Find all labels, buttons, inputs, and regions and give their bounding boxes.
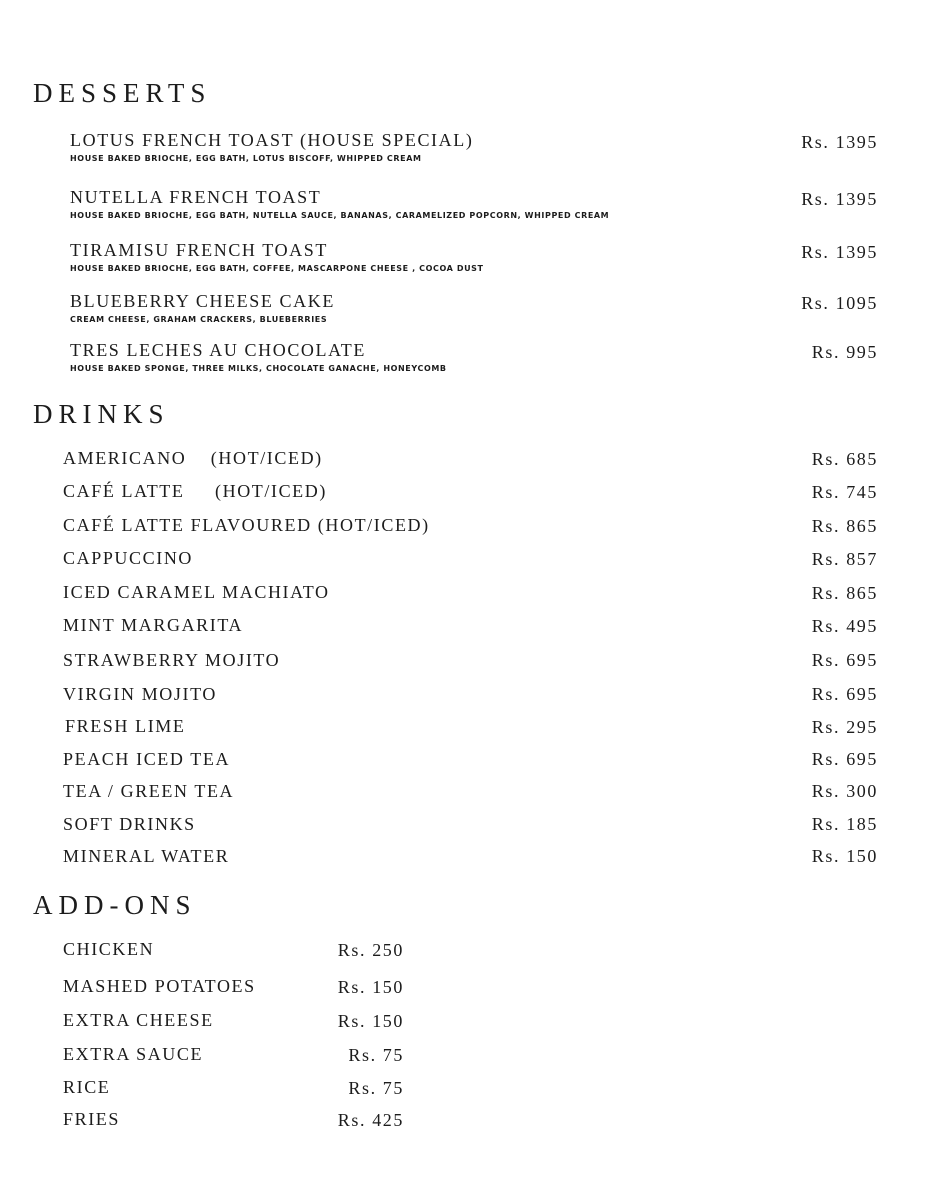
dessert-price: Rs. 1395 xyxy=(801,242,878,262)
drink-name: MINERAL WATER xyxy=(63,846,230,866)
addon-price: Rs. 75 xyxy=(348,1078,404,1098)
drink-price: Rs. 185 xyxy=(811,814,878,834)
dessert-description: HOUSE BAKED BRIOCHE, EGG BATH, LOTUS BISCOFF, WHIPPED CREAM xyxy=(70,154,422,163)
drink-price: Rs. 745 xyxy=(811,482,878,502)
dessert-description: HOUSE BAKED SPONGE, THREE MILKS, CHOCOLATE GANACHE, HONEYCOMB xyxy=(70,364,447,373)
drink-price: Rs. 695 xyxy=(811,749,878,769)
drink-price: Rs. 695 xyxy=(811,684,878,704)
dessert-description: CREAM CHEESE, GRAHAM CRACKERS, BLUEBERRIES xyxy=(70,315,328,324)
addon-name: MASHED POTATOES xyxy=(63,976,256,996)
addon-name: EXTRA SAUCE xyxy=(63,1044,204,1064)
drink-name: PEACH ICED TEA xyxy=(63,749,231,769)
addon-name: FRIES xyxy=(63,1109,121,1129)
drink-name: ICED CARAMEL MACHIATO xyxy=(63,582,330,602)
drink-price: Rs. 150 xyxy=(811,846,878,866)
desserts-heading: DESSERTS xyxy=(33,78,212,108)
drink-name: CAFÉ LATTE FLAVOURED (HOT/ICED) xyxy=(63,515,430,535)
addons-heading: ADD-ONS xyxy=(33,890,197,920)
dessert-name: BLUEBERRY CHEESE CAKE xyxy=(70,291,335,311)
dessert-price: Rs. 1095 xyxy=(801,293,878,313)
drink-price: Rs. 300 xyxy=(811,781,878,801)
drink-price: Rs. 295 xyxy=(811,717,878,737)
addon-name: CHICKEN xyxy=(63,939,155,959)
dessert-price: Rs. 1395 xyxy=(801,132,878,152)
addon-name: EXTRA CHEESE xyxy=(63,1010,214,1030)
drink-name: CAPPUCCINO xyxy=(63,548,194,568)
dessert-name: LOTUS FRENCH TOAST (HOUSE SPECIAL) xyxy=(70,130,474,150)
addon-price: Rs. 150 xyxy=(337,1011,404,1031)
dessert-name: TIRAMISU FRENCH TOAST xyxy=(70,240,328,260)
dessert-name: NUTELLA FRENCH TOAST xyxy=(70,187,322,207)
drink-name: STRAWBERRY MOJITO xyxy=(63,650,281,670)
drink-price: Rs. 857 xyxy=(811,549,878,569)
drinks-heading: DRINKS xyxy=(33,399,170,429)
dessert-price: Rs. 1395 xyxy=(801,189,878,209)
addon-name: RICE xyxy=(63,1077,111,1097)
drink-price: Rs. 695 xyxy=(811,650,878,670)
drink-name: CAFÉ LATTE (HOT/ICED) xyxy=(63,481,327,501)
drink-name: MINT MARGARITA xyxy=(63,615,244,635)
addon-price: Rs. 250 xyxy=(337,940,404,960)
dessert-description: HOUSE BAKED BRIOCHE, EGG BATH, COFFEE, MASCARPONE CHEESE , COCOA DUST xyxy=(70,264,484,273)
drink-name: FRESH LIME xyxy=(65,716,186,736)
drink-name: TEA / GREEN TEA xyxy=(63,781,235,801)
drink-name: SOFT DRINKS xyxy=(63,814,196,834)
drink-price: Rs. 865 xyxy=(811,583,878,603)
drink-price: Rs. 685 xyxy=(811,449,878,469)
dessert-name: TRES LECHES AU CHOCOLATE xyxy=(70,340,366,360)
addon-price: Rs. 75 xyxy=(348,1045,404,1065)
drink-name: AMERICANO (HOT/ICED) xyxy=(63,448,323,468)
dessert-description: HOUSE BAKED BRIOCHE, EGG BATH, NUTELLA SAUCE, BANANAS, CARAMELIZED POPCORN, WHIPPED CREAM xyxy=(70,211,610,220)
addon-price: Rs. 150 xyxy=(337,977,404,997)
dessert-price: Rs. 995 xyxy=(811,342,878,362)
drink-price: Rs. 495 xyxy=(811,616,878,636)
addon-price: Rs. 425 xyxy=(337,1110,404,1130)
drink-price: Rs. 865 xyxy=(811,516,878,536)
drink-name: VIRGIN MOJITO xyxy=(63,684,217,704)
